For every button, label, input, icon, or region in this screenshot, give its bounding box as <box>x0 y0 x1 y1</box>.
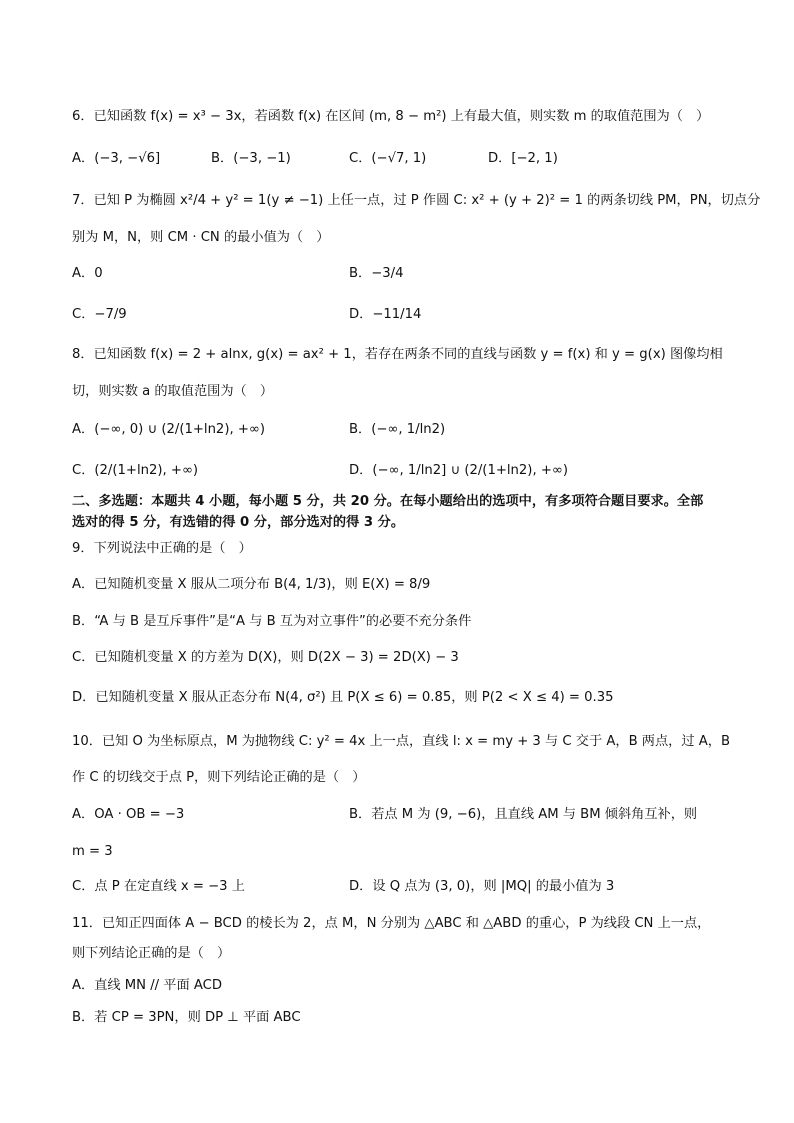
q7-option-b: B．−3/4 <box>349 266 404 281</box>
q7-stem-line2: 别为 M，N，则 CM · CN 的最小值为（ ） <box>72 230 330 245</box>
q9-option-b: B．“A 与 B 是互斥事件”是“A 与 B 互为对立事件”的必要不充分条件 <box>72 614 472 629</box>
q10-option-b-cont: m = 3 <box>72 844 113 859</box>
q8-stem-line2: 切，则实数 a 的取值范围为（ ） <box>72 384 274 399</box>
q10-stem-line1: 10．已知 O 为坐标原点，M 为抛物线 C: y² = 4x 上一点，直线 l: x = my + 3 与 C 交于 A，B 两点，过 A，B <box>72 734 731 749</box>
q10-option-a: A．OA · OB = −3 <box>72 807 185 822</box>
q11-stem-line1: 11．已知正四面体 A − BCD 的棱长为 2，点 M，N 分别为 △ABC 和 △ABD 的重心，P 为线段 CN 上一点， <box>72 916 711 931</box>
q7-option-a: A．0 <box>72 266 103 281</box>
q6-option-c: C．(−√7, 1) <box>349 151 427 166</box>
q9-option-c: C．已知随机变量 X 的方差为 D(X)，则 D(2X − 3) = 2D(X) − 3 <box>72 650 459 665</box>
section2-heading-line2: 选对的得 5 分，有选错的得 0 分，部分选对的得 3 分。 <box>72 515 405 530</box>
q10-option-c: C．点 P 在定直线 x = −3 上 <box>72 879 245 894</box>
q7-stem-line1: 7．已知 P 为椭圆 x²/4 + y² = 1(y ≠ −1) 上任一点，过 P 作圆 C: x² + (y + 2)² = 1 的两条切线 PM，PN，切点分 <box>72 193 761 208</box>
q6-option-b: B．(−3, −1) <box>211 151 291 166</box>
q11-option-a: A．直线 MN // 平面 ACD <box>72 978 223 993</box>
q10-option-b: B．若点 M 为 (9, −6)，且直线 AM 与 BM 倾斜角互补，则 <box>349 807 698 822</box>
q9-stem: 9．下列说法中正确的是（ ） <box>72 541 252 556</box>
q6-option-d: D．[−2, 1) <box>488 151 558 166</box>
q8-stem-line1: 8．已知函数 f(x) = 2 + alnx, g(x) = ax² + 1，若存在两条不同的直线与函数 y = f(x) 和 y = g(x) 图像均相 <box>72 347 723 362</box>
q6-option-a: A．(−3, −√6] <box>72 151 161 166</box>
q8-option-d: D．(−∞, 1/ln2] ∪ (2/(1+ln2), +∞) <box>349 463 569 478</box>
q10-option-d: D．设 Q 点为 (3, 0)，则 |MQ| 的最小值为 3 <box>349 879 615 894</box>
section2-heading-line1: 二、多选题：本题共 4 小题，每小题 5 分，共 20 分。在每小题给出的选项中，有多项符合题目要求。全部 <box>72 494 704 509</box>
q11-option-b: B．若 CP = 3PN，则 DP ⊥ 平面 ABC <box>72 1010 301 1025</box>
q9-option-d: D．已知随机变量 X 服从正态分布 N(4, σ²) 且 P(X ≤ 6) = 0.85，则 P(2 < X ≤ 4) = 0.35 <box>72 690 614 705</box>
q8-option-a: A．(−∞, 0) ∪ (2/(1+ln2), +∞) <box>72 422 266 437</box>
q7-option-d: D．−11/14 <box>349 307 422 322</box>
q8-option-b: B．(−∞, 1/ln2) <box>349 422 446 437</box>
q7-option-c: C．−7/9 <box>72 307 127 322</box>
q11-stem-line2: 则下列结论正确的是（ ） <box>72 946 231 961</box>
q9-option-a: A．已知随机变量 X 服从二项分布 B(4, 1/3)，则 E(X) = 8/9 <box>72 577 431 592</box>
q10-stem-line2: 作 C 的切线交于点 P，则下列结论正确的是（ ） <box>72 770 366 785</box>
q8-option-c: C．(2/(1+ln2), +∞) <box>72 463 199 478</box>
q6-stem: 6．已知函数 f(x) = x³ − 3x，若函数 f(x) 在区间 (m, 8 − m²) 上有最大值，则实数 m 的取值范围为（ ） <box>72 109 710 124</box>
